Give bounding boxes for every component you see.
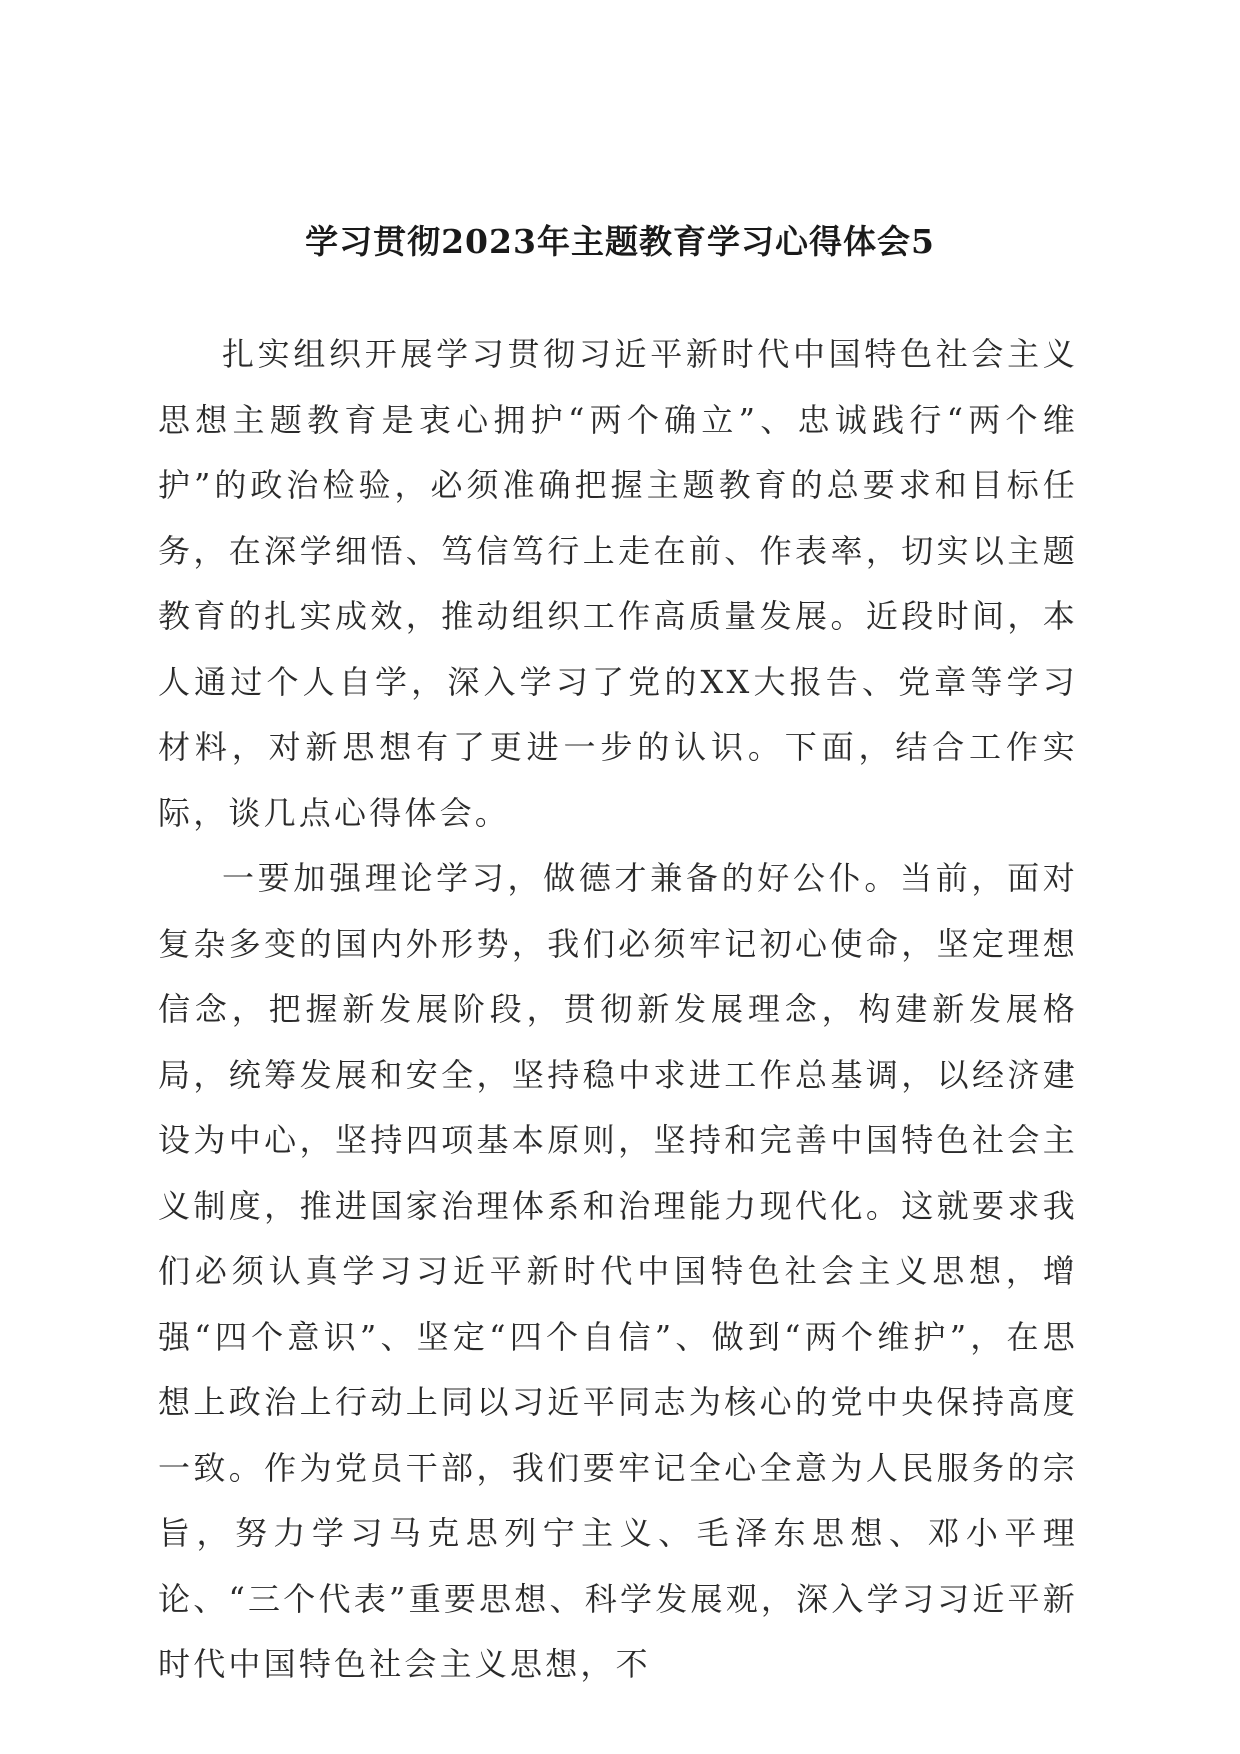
document-body xyxy=(158,322,1078,1698)
document-title: 学习贯彻2023年主题教育学习心得体会5 xyxy=(305,222,935,261)
paragraph-intro: 扎实组织开展学习贯彻习近平新时代中国特色社会主义思想主题教育是衷心拥护“两个确立”、忠诚践行“两个维护”的政治检验，必须准确把握主题教育的总要求和目标任务，在深学细悟、笃信笃行上走在前、作表率，切实以主题教育的扎实成效，推动组织工作高质量发展。近段时间，本人通过个人自学，深入学习了党的XX大报告、党章等学习材料，对新思想有了更进一步的认识。下面，结合工作实际，谈几点心得体会。 xyxy=(158,335,1078,832)
paragraph-theory-study: 一要加强理论学习，做德才兼备的好公仆。当前，面对复杂多变的国内外形势，我们必须牢记初心使命，坚定理想信念，把握新发展阶段，贯彻新发展理念，构建新发展格局，统筹发展和安全，坚持稳中求进工作总基调，以经济建设为中心，坚持四项基本原则，坚持和完善中国特色社会主义制度，推进国家治理体系和治理能力现代化。这就要求我们必须认真学习习近平新时代中国特色社会主义思想，增强“四个意识”、坚定“四个自信”、做到“两个维护”，在思想上政治上行动上同以习近平同志为核心的党中央保持高度一致。作为党员干部，我们要牢记全心全意为人民服务的宗旨，努力学习马克思列宁主义、毛泽东思想、邓小平理论、“三个代表”重要思想、科学发展观，深入学习习近平新时代中国特色社会主义思想，不 xyxy=(158,859,1078,1683)
